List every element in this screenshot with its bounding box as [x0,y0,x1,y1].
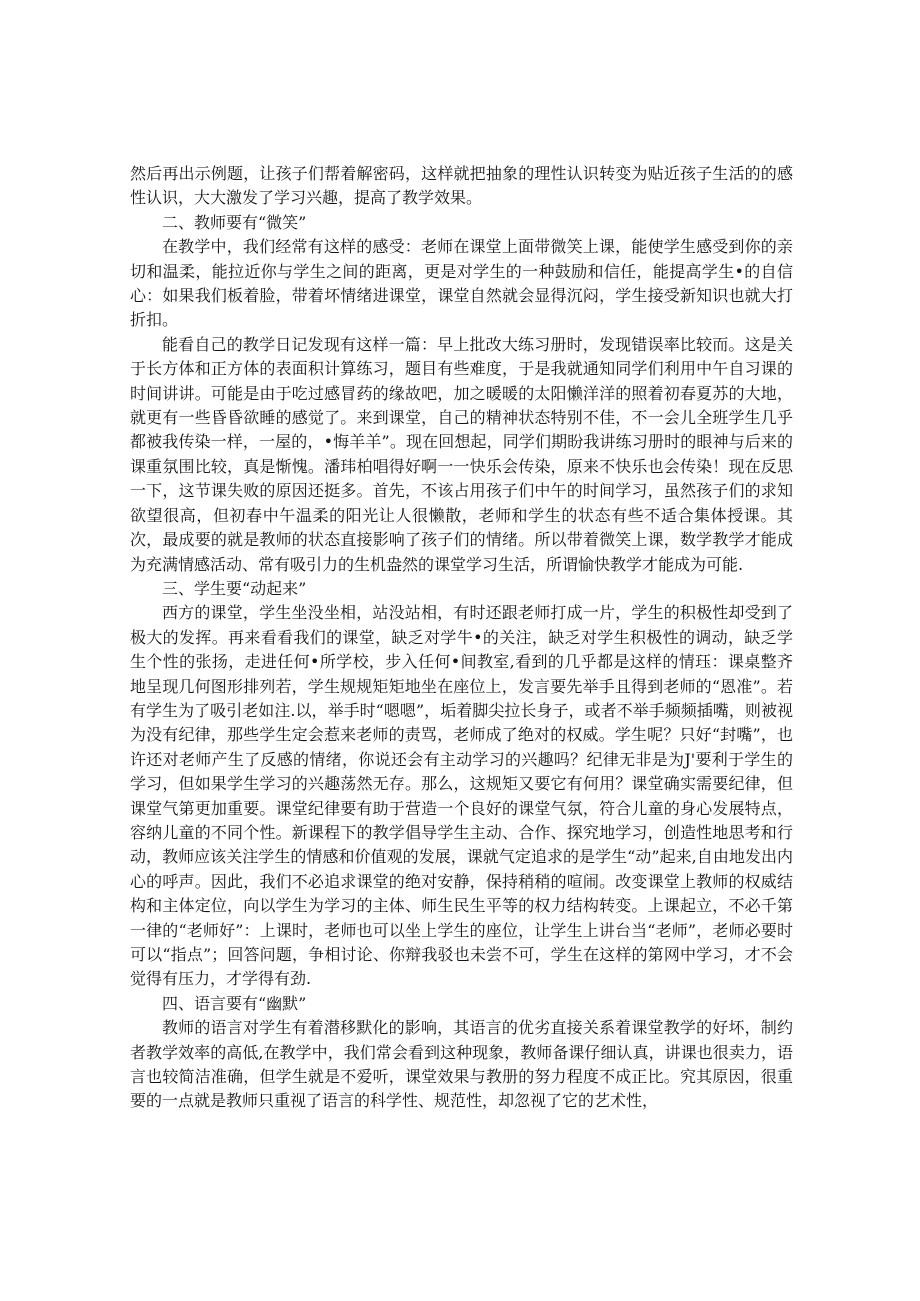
paragraph-intro-continuation: 然后再出示例题，让孩子们帮着解密码，这样就把抽象的理性认识转变为贴近孩子生活的的感性认识，大大激发了学习兴趣，提高了教学效果。 [130,164,793,208]
section-heading-language-humor: 四、语言要有“幽默” [162,993,307,1013]
paragraph-smile-feeling: 在教学中，我们经常有这样的感受：老师在课堂上面带微笑上课，能使学生感受到你的亲切和温柔，能拉近你与学生之间的距离，更是对学生的一种鼓励和信任，能提高学生•的自信心：如果我们板着脸，带着坏情绪进课堂，课堂自然就会显得沉闷，学生接受新知识也就大打折扣。 [130,237,793,330]
document-page [130,162,793,1114]
paragraph-classroom-discipline: 西方的课堂，学生坐没坐相，站没站相，有时还跟老师打成一片，学生的积极性却受到了极大的发挥。再来看看我们的课堂，缺乏对学牛•的关注，缺乏对学生积极性的调动，缺乏学生个性的张扬，走进任何•所学校，步入任何•间教室,看到的几乎都是这样的情珏：课桌整齐地呈现几何图形排列若，学生规规矩矩地坐在座位上，发言要先举手且得到老师的“恩准”。若有学生为了吸引老如注.以，举手时“嗯嗯”，垢着脚尖拉长身子，或者不举手频频插嘴，则被视为没有纪律，那些学生定会惹来老师的责骂，老师成了绝对的权威。学生呢？只好“封嘴”，也许还对老师产生了反感的情绪，你说还会有主动学习的兴趣吗？纪律无非是为J'要利于学生的学习，但如果学生学习的兴趣荡然无存。那么，这规矩又要它有何用？课堂确实需要纪律，但课堂气第更加重要。课堂纪律要有助于营造一个良好的课堂气氛，符合儿童的身心发展特点，容纳儿童的不同个性。新课程下的教学倡导学生主动、合作、探究地学习，创造性地思考和行动，教师应该关注学生的情感和价值观的发展，课就气定追求的是学生“动”起来,自由地发出内心的呼声。因此，我们不必追求课堂的绝对安静，保持稍稍的喧闹。改变课堂上教师的权威结构和主体定位，向以学生为学习的主体、师生民生平等的权力结构转变。上课起立，不必千第一律的“老师好”：上课时，老师也可以坐上学生的座位，让学生上讲台当“老师”，老师必要时可以“指点”；回答问题，争相讨论、你辩我驳也未尝不可，学生在这样的第网中学习，才不会觉得有压力，才学得有劲. [130,603,793,989]
paragraph-teacher-language: 教师的语言对学生有着潜移默化的影响，其语言的优劣直接关系着课堂教学的好坏，制约者教学效率的高低,在教学中，我们常会看到这种现象，教师备课仔细认真，讲课也很卖力，语言也较简洁准确，但学生就是不爱听，课堂效果与教册的努力程度不成正比。究其原因，很重要的一点就是教师只重视了语言的科学性、规范性，却忽视了它的艺术性， [130,1018,793,1111]
section-heading-teacher-smile: 二、教师要有“微笑” [162,212,307,232]
paragraph-teaching-diary: 能看自己的教学日记发现有这样一篇：早上批改大练习册时，发现错误率比较而。这是关于长方体和正方体的表面积计算练习，题目有些难度，于是我就通知同学们利用中午自习课的时间讲讲。可能是由于吃过感冒药的缘故吧，加之暖暖的太阳懒洋洋的照着初春夏苏的大地，就更有一些昏昏欲睡的感觉了。来到课堂，自己的精神状态特别不佳，不一会儿全班学生几乎都被我传染一样，一屋的，•悔羊羊”。现在回想起，同学们期盼我讲练习册时的眼神与后来的课重氛围比较，真是惭愧。潘玮柏唱得好啊一一快乐会传染，原来不快乐也会传染！现在反思一下，这节课失败的原因还挺多。首先，不该占用孩子们中午的时间学习，虽然孩子们的求知欲望很高，但初春中午温柔的阳光让人很懒散，老师和学生的状态有些不适合集体授课。其次，最成要的就是教师的状态直接影响了孩子们的情绪。所以带着微笑上课，数学教学才能成为充满情感活动、常有吸引力的生机盎然的课堂学习生活，所谓愉快教学才能成为可能. [130,334,793,574]
section-heading-students-active: 三、学生要“动起来” [162,578,307,598]
